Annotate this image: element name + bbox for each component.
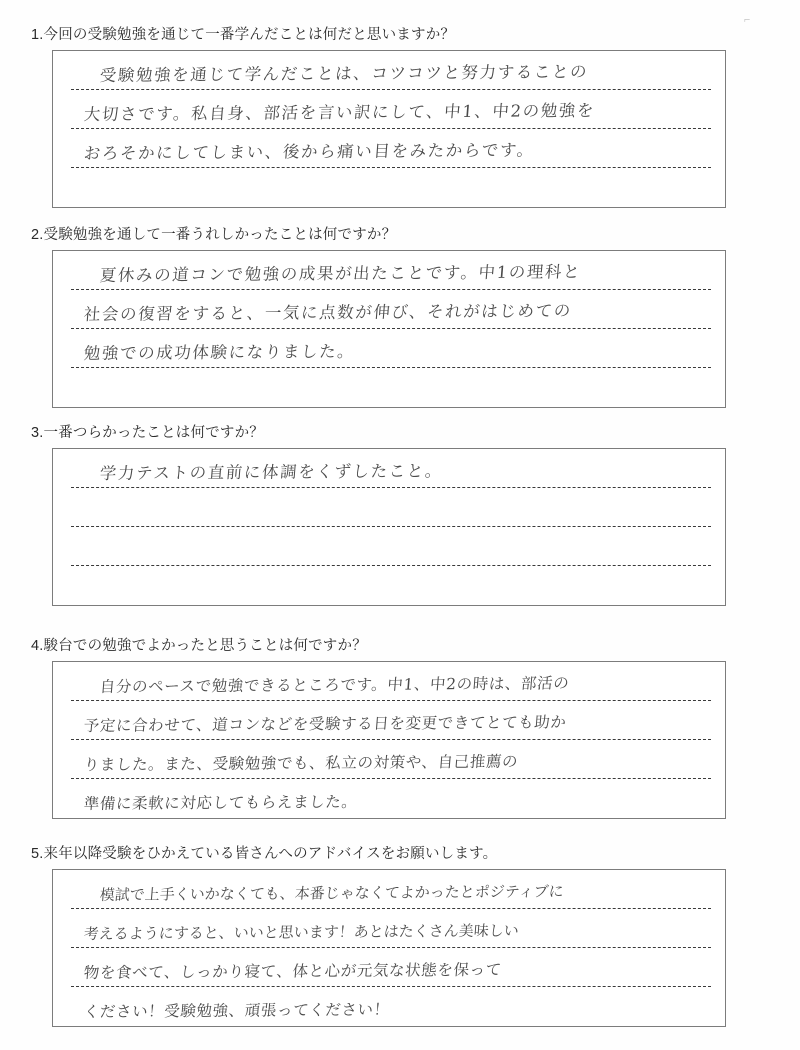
question-block-5 xyxy=(0,845,800,1027)
handwritten-text: 夏休みの道コンで勉強の成果が出たことです。中1の理科と xyxy=(99,262,582,285)
handwritten-text: 考えるようにすると、いいと思います！あとはたくさん美味しい xyxy=(83,921,520,943)
question-block-3 xyxy=(0,424,800,606)
question-label-5: 5.来年以降受験をひかえている皆さんへのアドバイスをお願いします。 xyxy=(31,846,498,862)
handwritten-text: 準備に柔軟に対応してもらえました。 xyxy=(83,792,359,813)
question-block-4 xyxy=(0,637,800,819)
handwritten-text: 物を食べて、しっかり寝て、体と心が元気な状態を保って xyxy=(83,960,503,982)
answer-line xyxy=(53,909,725,948)
answer-line xyxy=(53,290,725,329)
question-label-3: 3.一番つらかったことは何ですか？ xyxy=(31,425,264,441)
answer-line xyxy=(53,251,725,290)
answer-line xyxy=(53,368,725,407)
question-label-2: 2.受験勉強を通して一番うれしかったことは何ですか？ xyxy=(31,227,397,243)
answer-line xyxy=(53,449,725,488)
answer-line xyxy=(53,488,725,527)
handwritten-text: 受験勉強を通じて学んだことは、コツコツと努力することの xyxy=(99,62,589,85)
question-label-4: 4.駿台での勉強でよかったと思うことは何ですか？ xyxy=(31,638,367,654)
answer-line xyxy=(53,948,725,987)
handwritten-text: りました。また、受験勉強でも、私立の対策や、自己推薦の xyxy=(83,752,519,774)
answer-line xyxy=(53,566,725,605)
answer-line xyxy=(53,527,725,566)
handwritten-text: 予定に合わせて、道コンなどを受験する日を変更できてとても助か xyxy=(83,713,568,735)
handwritten-text: ください！受験勉強、頑張ってください！ xyxy=(83,1000,391,1021)
answer-line xyxy=(53,779,725,818)
answer-line xyxy=(53,168,725,207)
answer-line xyxy=(53,870,725,909)
handwritten-text xyxy=(83,518,713,523)
answer-box-5[interactable] xyxy=(52,869,726,1027)
answer-line xyxy=(53,329,725,368)
handwritten-text: 大切さです。私自身、部活を言い訳にして、中1、中2の勉強を xyxy=(83,100,596,124)
answer-line xyxy=(53,662,725,701)
handwritten-text xyxy=(83,557,713,562)
handwritten-text: 自分のペースで勉強できるところです。中1、中2の時は、部活の xyxy=(99,674,571,696)
answer-line xyxy=(53,987,725,1026)
answer-line xyxy=(53,740,725,779)
handwritten-text: 学力テストの直前に体調をくずしたこと。 xyxy=(99,461,444,483)
answer-box-2[interactable] xyxy=(52,250,726,408)
answer-line xyxy=(53,701,725,740)
question-block-1 xyxy=(0,26,800,208)
handwritten-text xyxy=(83,198,713,203)
handwritten-text: おろそかにしてしまい、後から痛い目をみたからです。 xyxy=(83,140,536,163)
scan-artifact-mark: ⌐ xyxy=(744,14,751,26)
handwritten-text: 勉強での成功体験になりました。 xyxy=(83,341,357,363)
answer-line xyxy=(53,90,725,129)
answer-box-1[interactable] xyxy=(52,50,726,208)
answer-box-4[interactable] xyxy=(52,661,726,819)
handwritten-text: 社会の復習をすると、一気に点数が伸び、それがはじめての xyxy=(83,301,573,324)
answer-line xyxy=(53,129,725,168)
question-label-1: 1.今回の受験勉強を通じて一番学んだことは何だと思いますか？ xyxy=(31,27,456,43)
answer-line xyxy=(53,51,725,90)
answer-box-3[interactable] xyxy=(52,448,726,606)
question-block-2 xyxy=(0,226,800,408)
handwritten-text: 模試で上手くいかなくても、本番じゃなくてよかったとポジティブに xyxy=(99,882,565,904)
